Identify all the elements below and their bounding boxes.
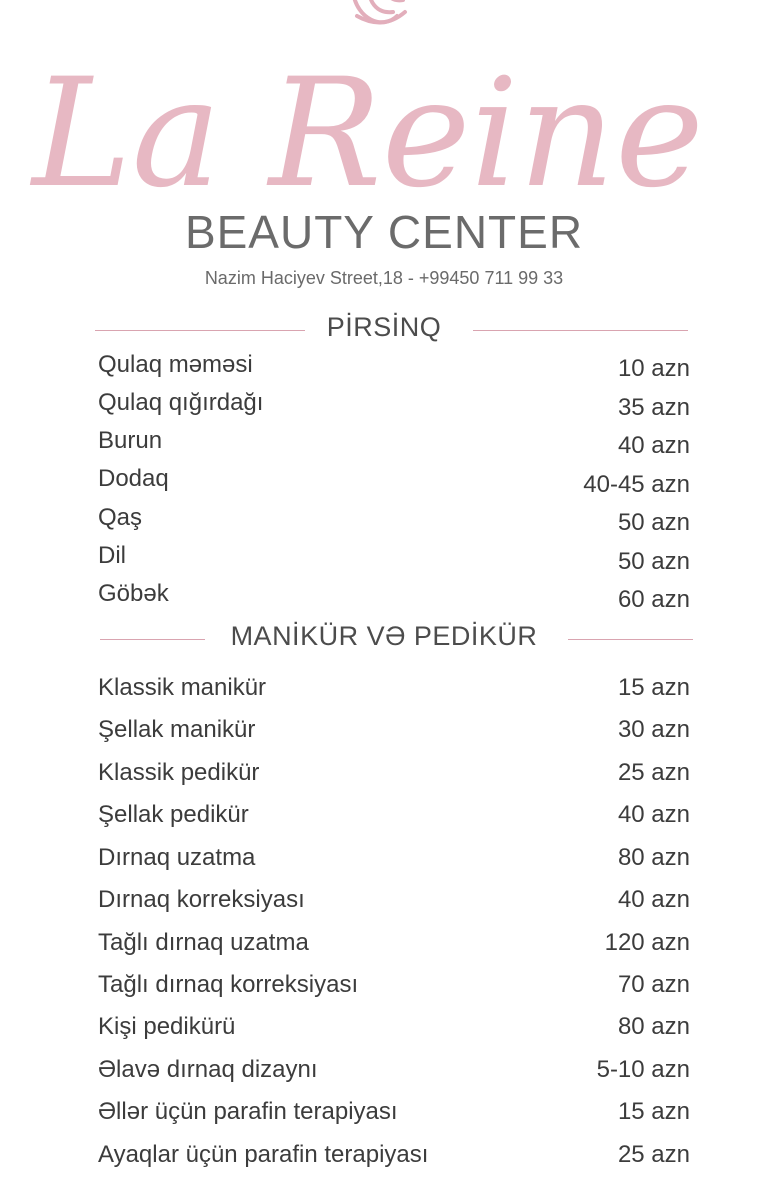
- service-price: 50 azn: [617, 509, 690, 536]
- service-name: Tağlı dırnaq uzatma: [98, 929, 309, 956]
- price-row: [98, 801, 690, 835]
- price-row: [98, 886, 690, 920]
- price-row: [98, 929, 690, 963]
- service-price: 40 azn: [617, 886, 690, 913]
- price-row: [98, 1056, 690, 1090]
- brand-script-name: [0, 0, 768, 220]
- service-price: 25 azn: [617, 1141, 690, 1168]
- price-row: [98, 504, 690, 538]
- service-price: 40-45 azn: [583, 471, 690, 498]
- service-name: Klassik pedikür: [98, 759, 260, 786]
- service-price: 15 azn: [617, 1098, 690, 1125]
- price-row: [98, 351, 690, 385]
- service-name: Tağlı dırnaq korreksiyası: [98, 971, 359, 998]
- price-row: [98, 1013, 690, 1047]
- service-name: Göbək: [98, 580, 169, 607]
- service-name: Dodaq: [98, 465, 169, 492]
- section-header-manikur-pedikur: [0, 621, 768, 657]
- service-name: Dırnaq uzatma: [98, 844, 256, 871]
- price-row: [98, 542, 690, 576]
- service-price: 15 azn: [617, 674, 690, 701]
- price-row: [98, 580, 690, 614]
- contact-info: Nazim Haciyev Street,18 - +99450 711 99 33: [204, 268, 564, 288]
- section-title: MANİKÜR VƏ PEDİKÜR: [230, 621, 538, 651]
- divider-right: [568, 639, 693, 640]
- service-price: 40 azn: [617, 801, 690, 828]
- price-row: [98, 1098, 690, 1132]
- service-name: Dırnaq korreksiyası: [98, 886, 305, 913]
- service-name: Əlavə dırnaq dizaynı: [98, 1056, 318, 1083]
- service-price: 60 azn: [617, 586, 690, 613]
- service-price: 25 azn: [617, 759, 690, 786]
- service-name: Qulaq qığırdağı: [98, 389, 264, 416]
- service-price: 120 azn: [604, 929, 690, 956]
- service-price: 10 azn: [617, 355, 690, 382]
- section-header-pirsinq: [0, 312, 768, 348]
- service-name: Əllər üçün parafin terapiyası: [98, 1098, 398, 1125]
- price-row: [98, 427, 690, 461]
- brand-subtitle: BEAUTY CENTER: [184, 206, 584, 258]
- price-row: [98, 389, 690, 423]
- service-price: 70 azn: [617, 971, 690, 998]
- price-row: [98, 1141, 690, 1175]
- price-row: [98, 716, 690, 750]
- service-name: Şellak manikür: [98, 716, 256, 743]
- service-price: 40 azn: [617, 432, 690, 459]
- price-row: [98, 465, 690, 499]
- section-title: PİRSİNQ: [326, 312, 442, 342]
- service-name: Klassik manikür: [98, 674, 267, 701]
- price-row: [98, 971, 690, 1005]
- service-name: Kişi pedikürü: [98, 1013, 236, 1040]
- service-price: 50 azn: [617, 548, 690, 575]
- service-name: Şellak pedikür: [98, 801, 249, 828]
- logo: [0, 0, 768, 220]
- service-price: 80 azn: [617, 844, 690, 871]
- service-price: 35 azn: [617, 394, 690, 421]
- service-price: 80 azn: [617, 1013, 690, 1040]
- service-name: Burun: [98, 427, 163, 454]
- service-name: Dil: [98, 542, 126, 569]
- divider-right: [473, 330, 688, 331]
- service-price: 30 azn: [617, 716, 690, 743]
- price-row: [98, 759, 690, 793]
- brand-name: La Reine: [32, 47, 704, 220]
- price-row: [98, 674, 690, 708]
- service-name: Ayaqlar üçün parafin terapiyası: [98, 1141, 429, 1168]
- service-name: Qulaq məməsi: [98, 351, 253, 378]
- service-price: 5-10 azn: [596, 1056, 690, 1083]
- price-row: [98, 844, 690, 878]
- service-name: Qaş: [98, 504, 143, 531]
